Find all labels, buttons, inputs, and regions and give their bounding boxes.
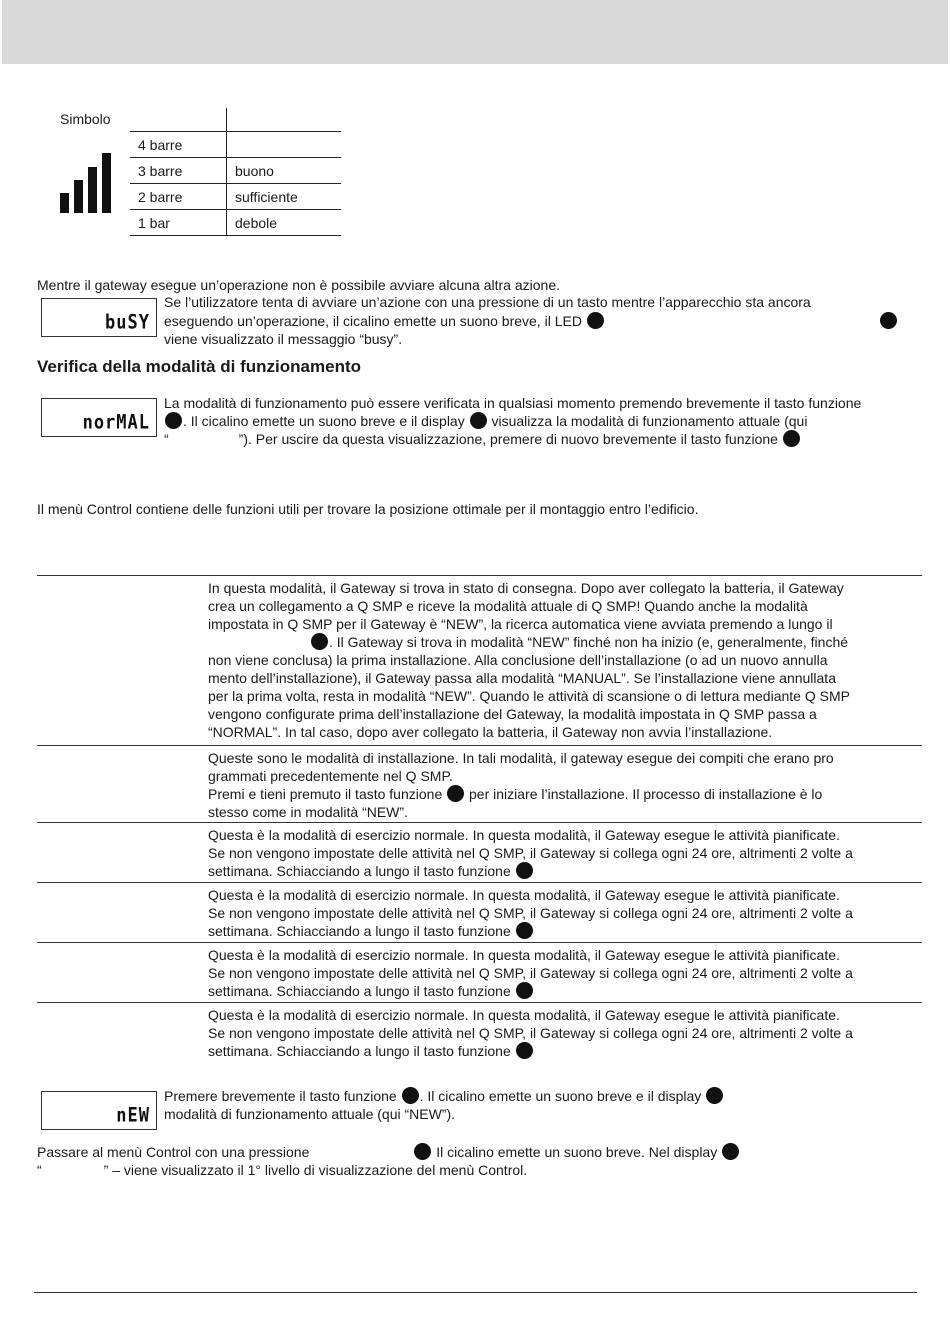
control-entry-line1: Passare al menù Control con una pressione Il cicalino emette un suono breve. Nel display [37,1143,740,1161]
mode-install-description: Queste sono le modalità di installazione. In tali modalità, il gateway esegue dei compiti che erano pro grammati precedentemente nel Q SMP. Premi e tieni premuto il tasto funzione per iniziare l’installazione. Il processo di installazione è lo stesso come in modalità “NEW”. [208,750,834,820]
lcd-busy-text: buSY [105,311,150,334]
lcd-display-new [41,1091,157,1130]
signal-quality-cell [227,132,342,158]
new-check-line1: Premere brevemente il tasto funzione . Il cicalino emette un suono breve e il display [164,1087,724,1105]
display-dot-icon [722,1143,739,1160]
mode-row-normal-1 [37,822,922,883]
signal-bars-cell: 1 bar [130,210,227,236]
function-key-dot-icon [516,1042,533,1059]
busy-intro-text: Mentre il gateway esegue un’operazione non è possibile avviare alcuna altra azione. [37,277,560,293]
section-title-mode-check: Verifica della modalità di funzionamento [37,357,362,376]
signal-symbol-label: Simbolo [60,111,111,127]
lcd-display-normal [41,398,157,437]
signal-bars-cell: 3 barre [130,158,227,184]
busy-text-line3: viene visualizzato il messaggio “busy”. [164,331,403,347]
mode-normal-description: Questa è la modalità di esercizio normale. In questa modalità, il Gateway esegue le attività pianificate. Se non vengono impostate delle attività nel Q SMP, il Gateway si collega ogni 24 ore, altrimenti 2 volte a settimana. Schiacciando a lungo il tasto funzione [208,827,853,879]
signal-bars-cell: 4 barre [130,132,227,158]
mode-check-line3: “ ”). Per uscire da questa visualizzazione, premere di nuovo brevemente il tasto funzione [164,430,801,448]
display-dot-icon [470,412,487,429]
mode-normal-description: Questa è la modalità di esercizio normale. In questa modalità, il Gateway esegue le attività pianificate. Se non vengono impostate delle attività nel Q SMP, il Gateway si collega ogni 24 ore, altrimenti 2 volte a settimana. Schiacciando a lungo il tasto funzione [208,887,853,939]
lcd-normal-text: norMAL [82,411,150,434]
function-key-dot-icon [516,982,533,999]
mode-row-install [37,745,922,823]
function-key-dot-icon [516,922,533,939]
signal-bars-cell: 2 barre [130,184,227,210]
mode-check-line1: La modalità di funzionamento può essere verificata in qualsiasi momento premendo brevemente il tasto funzione [164,395,862,411]
signal-table [130,108,341,236]
lcd-new-text: nEW [116,1104,150,1127]
display-dot-icon [706,1087,723,1104]
signal-bar-2 [74,180,83,213]
function-key-dot-icon [165,412,182,429]
function-key-dot-icon [447,785,464,802]
mode-normal-description: Questa è la modalità di esercizio normale. In questa modalità, il Gateway esegue le attività pianificate. Se non vengono impostate delle attività nel Q SMP, il Gateway si collega ogni 24 ore, altrimenti 2 volte a settimana. Schiacciando a lungo il tasto funzione [208,1007,853,1059]
function-key-dot-icon [402,1087,419,1104]
busy-text-line1: Se l’utilizzatore tenta di avviare un’azione con una pressione di un tasto mentre l’apparecchio sta ancora [164,294,811,310]
signal-bar-4 [102,153,111,213]
function-key-dot-icon [783,430,800,447]
mode-row-normal-3 [37,942,922,1003]
signal-quality-cell: sufficiente [227,184,342,210]
busy-text-line2: eseguendo un’operazione, il cicalino emette un suono breve, il LED [164,312,605,330]
table-row [130,158,341,184]
led-dot-icon [587,312,604,329]
page-header-band [2,0,948,64]
lcd-display-busy [41,298,157,337]
signal-bars-icon [60,153,116,213]
signal-bar-3 [88,167,97,213]
function-key-dot-icon [414,1143,431,1160]
mode-check-line2: . Il cicalino emette un suono breve e il display visualizza la modalità di funzionamento attuale (qui [164,412,807,430]
table-row [130,210,341,236]
display-dot-icon [879,312,898,329]
mode-row-normal-4 [37,1002,922,1063]
function-key-dot-icon [311,633,328,650]
function-key-dot-icon [516,862,533,879]
table-row [130,184,341,210]
table-row [130,132,341,158]
mode-new-description: In questa modalità, il Gateway si trova in stato di consegna. Dopo aver collegato la batteria, il Gateway crea un collegamento a Q SMP e riceve la modalità attuale di Q SMP! Quando anche la modalità impostata in Q SMP per il Gateway è “NEW”, la ricerca automatica viene avviata premendo a lungo il . Il Gateway si trova in modalità “NEW” finché non ha inizio (e, generalmente, finché non viene conclusa) la prima installazione. Alla conclusione dell’installazione (o ad un nuovo annulla mento dell’installazione), il Gateway passa alla modalità “MANUAL”. Se l’installazione viene annullata per la prima volta, resta in modalità “NEW”. Quando le attività di scansione o di lettura mediante Q SMP vengono configurate prima dell’installazione del Gateway, la modalità impostata in Q SMP passa a “NORMAL”. In tal caso, dopo aver collegato la batteria, il Gateway non avvia l’installazione. [208,580,850,740]
signal-bar-1 [60,193,69,213]
new-check-line2: modalità di funzionamento attuale (qui “NEW”). [164,1106,456,1122]
signal-quality-cell: buono [227,158,342,184]
control-entry-line2: “ ” – viene visualizzato il 1° livello di visualizzazione del menù Control. [37,1162,528,1178]
signal-quality-cell: debole [227,210,342,236]
mode-normal-description: Questa è la modalità di esercizio normale. In questa modalità, il Gateway esegue le attività pianificate. Se non vengono impostate delle attività nel Q SMP, il Gateway si collega ogni 24 ore, altrimenti 2 volte a settimana. Schiacciando a lungo il tasto funzione [208,947,853,999]
mode-row-normal-2 [37,882,922,943]
page-bottom-rule [34,1292,917,1293]
control-intro-text: Il menù Control contiene delle funzioni utili per trovare la posizione ottimale per il montaggio entro l’edificio. [37,501,699,517]
mode-row-new [37,575,922,746]
